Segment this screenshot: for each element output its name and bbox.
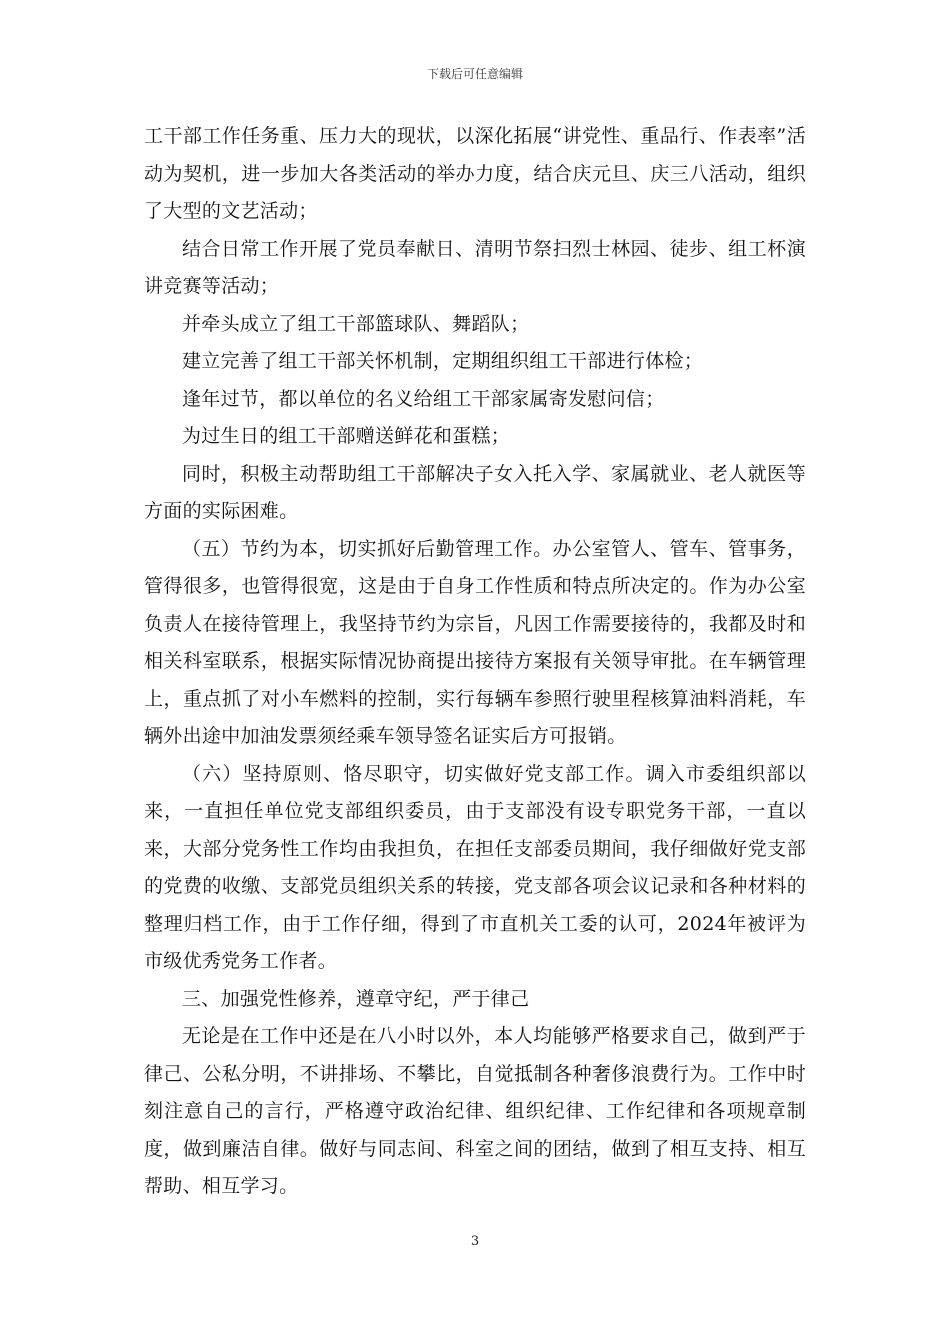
page-number: 3 bbox=[470, 1234, 480, 1249]
paragraph: 建立完善了组工干部关怀机制，定期组织组工干部进行体检； bbox=[182, 350, 704, 372]
page-header: 下载后可任意编辑 bbox=[426, 67, 523, 81]
paragraph: 无论是在工作中还是在八小时以外，本人均能够严格要求自己，做到严于律己、公私分明，不讲排场、不攀比，自觉抵制各种奢侈浪费行为。工作中时刻注意自己的言行，严格遵守政治纪律、组织纪律、工作纪律和各项规章制度，做到廉洁自律。做好与同志间、科室之间的团结，做到了相互支持、相互帮助、相互学习。 bbox=[144, 1025, 806, 1197]
paragraph-continuation: 工干部工作任务重、压力大的现状，以深化拓展“讲党性、重品行、作表率”活动为契机，进一步加大各类活动的举办力度，结合庆元旦、庆三八活动，组织了大型的文艺活动； bbox=[144, 125, 806, 222]
paragraph: 逢年过节，都以单位的名义给组工干部家属寄发慰问信； bbox=[182, 387, 665, 410]
paragraph: 同时，积极主动帮助组工干部解决子女入托入学、家属就业、老人就医等方面的实际困难。 bbox=[144, 462, 806, 522]
paragraph: 并牵头成立了组工干部篮球队、舞蹈队； bbox=[182, 312, 530, 335]
document-body bbox=[144, 118, 806, 1206]
section-heading: 三、加强党性修养，遵章守纪，严于律己 bbox=[182, 987, 530, 1010]
paragraph: 为过生日的组工干部赠送鲜花和蛋糕； bbox=[182, 425, 511, 447]
paragraph-section-six: （六）坚持原则、恪尽职守，切实做好党支部工作。调入市委组织部以来，一直担任单位党支部组织委员，由于支部没有设专职党务干部，一直以来，大部分党务性工作均由我担负，在担任支部委员期间，我仔细做好党支部的党费的收缴、支部党员组织关系的转接，党支部各项会议记录和各种材料的整理归档工作，由于工作仔细，得到了市直机关工委的认可，2024年被评为市级优秀党务工作者。 bbox=[144, 762, 806, 972]
paragraph: 结合日常工作开展了党员奉献日、清明节祭扫烈士林园、徒步、组工杯演讲竞赛等活动； bbox=[144, 237, 806, 297]
paragraph-section-five: （五）节约为本，切实抓好后勤管理工作。办公室管人、管车、管事务，管得很多，也管得很宽，这是由于自身工作性质和特点所决定的。作为办公室负责人在接待管理上，我坚持节约为宗旨，凡因工作需要接待的，我都及时和相关科室联系，根据实际情况协商提出接待方案报有关领导审批。在车辆管理上，重点抓了对小车燃料的控制，实行每辆车参照行驶里程核算油料消耗，车辆外出途中加油发票须经乘车领导签名证实后方可报销。 bbox=[144, 537, 806, 747]
